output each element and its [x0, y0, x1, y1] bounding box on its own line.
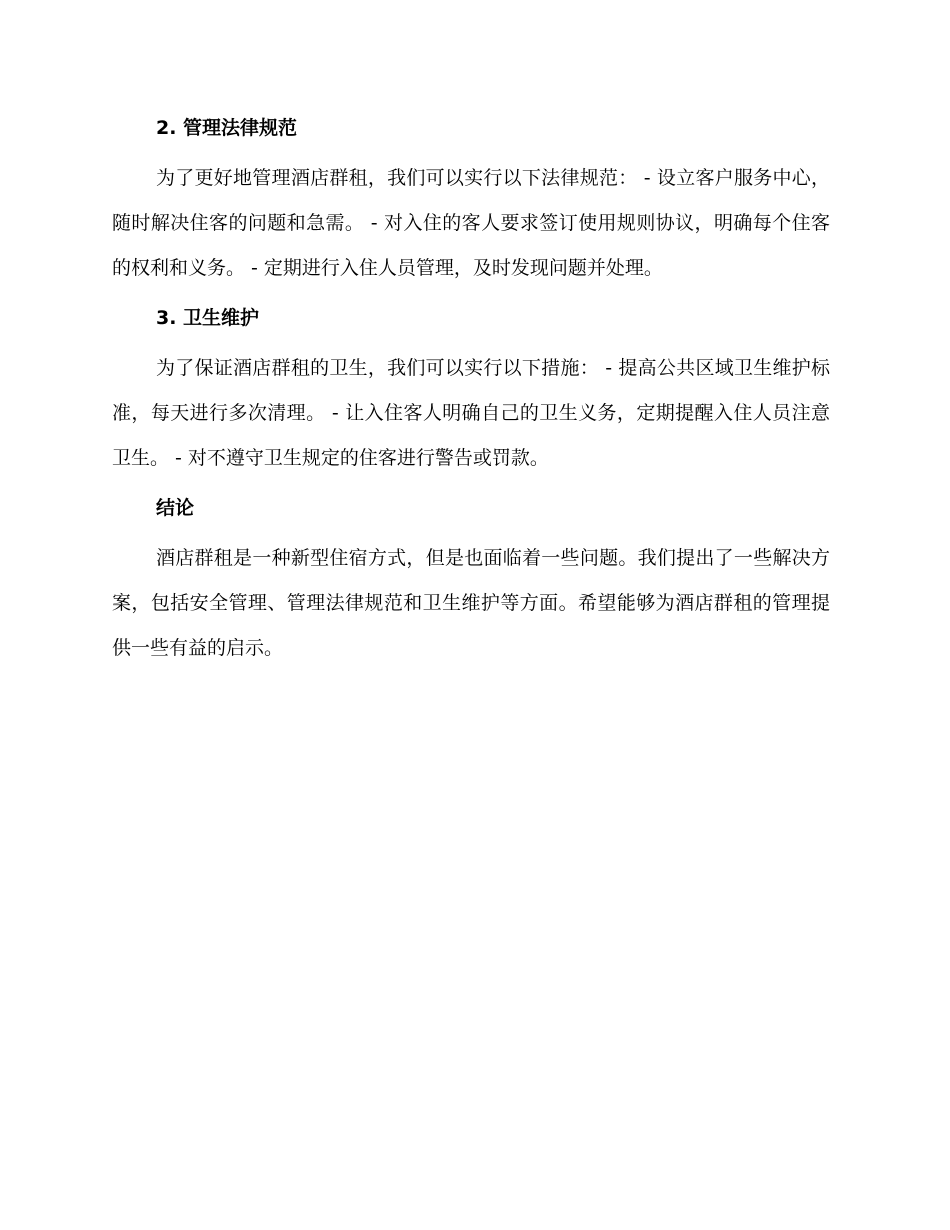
section-hygiene — [112, 303, 830, 481]
section-legal-norms — [112, 113, 830, 291]
section-paragraph: 酒店群租是一种新型住宿方式，但是也面临着一些问题。我们提出了一些解决方案，包括安全管理、管理法律规范和卫生维护等方面。希望能够为酒店群租的管理提供一些有益的启示。 — [112, 547, 830, 659]
section-paragraph: 为了更好地管理酒店群租，我们可以实行以下法律规范： - 设立客户服务中心，随时解决住客的问题和急需。 - 对入住的客人要求签订使用规则协议，明确每个住客的权利和义务。 - 定期进行入住人员管理，及时发现问题并处理。 — [112, 167, 830, 279]
section-paragraph: 为了保证酒店群租的卫生，我们可以实行以下措施： - 提高公共区域卫生维护标准，每天进行多次清理。 - 让入住客人明确自己的卫生义务，定期提醒入住人员注意卫生。 - 对不遵守卫生规定的住客进行警告或罚款。 — [112, 357, 830, 469]
section-heading: 3. 卫生维护 — [156, 307, 260, 329]
section-heading: 结论 — [156, 497, 195, 519]
section-heading: 2. 管理法律规范 — [156, 117, 298, 139]
section-conclusion — [112, 493, 830, 671]
